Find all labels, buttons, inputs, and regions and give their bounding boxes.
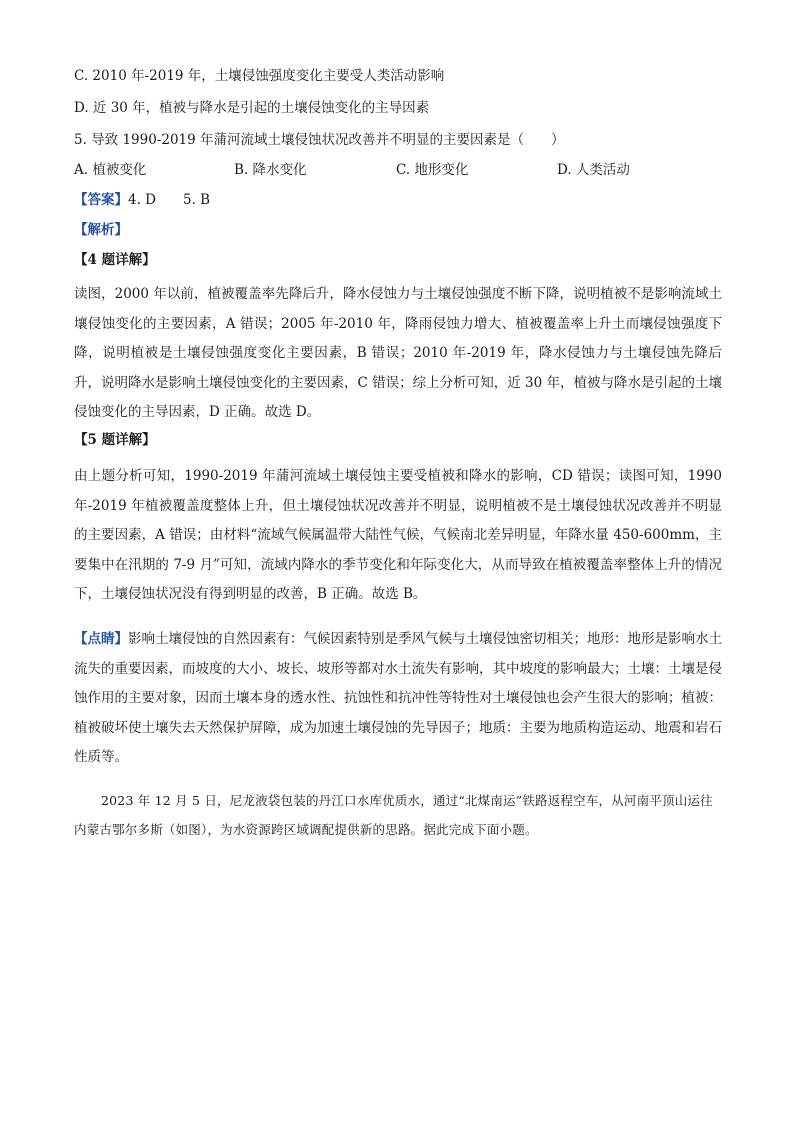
material-passage: 2023 年 12 月 5 日，尼龙液袋包装的丹江口水库优质水，通过“北煤南运”铁路返程空车，从河南平顶山运往内蒙古鄂尔多斯（如图），为水资源跨区域调配提供新的思路。据此完成下面小题。 bbox=[74, 793, 713, 837]
q5-option-c: C. 地形变化 bbox=[396, 162, 469, 178]
q4-detail: 读图，2000 年以前，植被覆盖率先降后升，降水侵蚀力与土壤侵蚀强度不断下降，说明植被不是影响流域土壤侵蚀变化的主要因素，A 错误；2005 年-2010 年，降雨侵蚀力增大、植被覆盖率上升土而壤侵蚀强度下降，说明植被是土壤侵蚀强度变化主要因素，B 错误；2010 年-2019 年，降水侵蚀力与土壤侵蚀先降后升，说明降水是影响土壤侵蚀变化的主要因素，C 错误；综上分析可知，近 30 年，植被与降水是引起的土壤侵蚀变化的主导因素，D 正确。故选 D。 bbox=[74, 286, 722, 420]
q4-option-d: D. 近 30 年，植被与降水是引起的土壤侵蚀变化的主导因素 bbox=[74, 100, 430, 116]
tip-paragraph bbox=[74, 625, 722, 773]
analysis-line bbox=[74, 220, 128, 240]
q5-heading: 【5 题详解】 bbox=[74, 432, 156, 448]
tip-label: 【点睛】 bbox=[74, 631, 128, 647]
q5-options bbox=[74, 160, 630, 180]
answer-line bbox=[74, 190, 210, 210]
answer-text: 4. D 5. B bbox=[128, 192, 211, 208]
tip-text: 影响土壤侵蚀的自然因素有：气候因素特别是季风气候与土壤侵蚀密切相关；地形：地形是影响水土流失的重要因素，而坡度的大小、坡长、坡形等都对水土流失有影响，其中坡度的影响最大；土壤：土壤是侵蚀作用的主要对象，因而土壤本身的透水性、抗蚀性和抗冲性等特性对土壤侵蚀也会产生很大的影响；植被：植被破坏使土壤失去天然保护屏障，成为加速土壤侵蚀的先导因子；地质：主要为地质构造运动、地震和岩石性质等。 bbox=[74, 631, 722, 765]
answer-label: 【答案】 bbox=[74, 192, 128, 208]
q5-detail: 由上题分析可知，1990-2019 年蒲河流域土壤侵蚀主要受植被和降水的影响，CD 错误；读图可知，1990 年-2019 年植被覆盖度整体上升，但土壤侵蚀状况改善并不明显，说明植被不是土壤侵蚀状况改善并不明显的主要因素，A 错误；由材料“流域气候属温带大陆性气候，气候南北差异明显，年降水量 450-600mm，主要集中在汛期的 7-9 月”可知，流域内降水的季节变化和年际变化大，从而导致在植被覆盖率整体上升的情况下，土壤侵蚀状况没有得到明显的改善，B 正确。故选 B。 bbox=[74, 468, 722, 602]
q5-option-b: B. 降水变化 bbox=[234, 162, 307, 178]
question-5: 5. 导致 1990-2019 年蒲河流域土壤侵蚀状况改善并不明显的主要因素是（ ） bbox=[74, 132, 565, 148]
q5-option-d: D. 人类活动 bbox=[557, 162, 630, 178]
q4-option-c: C. 2010 年-2019 年，土壤侵蚀强度变化主要受人类活动影响 bbox=[74, 68, 445, 84]
analysis-label: 【解析】 bbox=[74, 222, 128, 238]
q4-heading: 【4 题详解】 bbox=[74, 252, 156, 268]
q5-option-a: A. 植被变化 bbox=[74, 162, 147, 178]
